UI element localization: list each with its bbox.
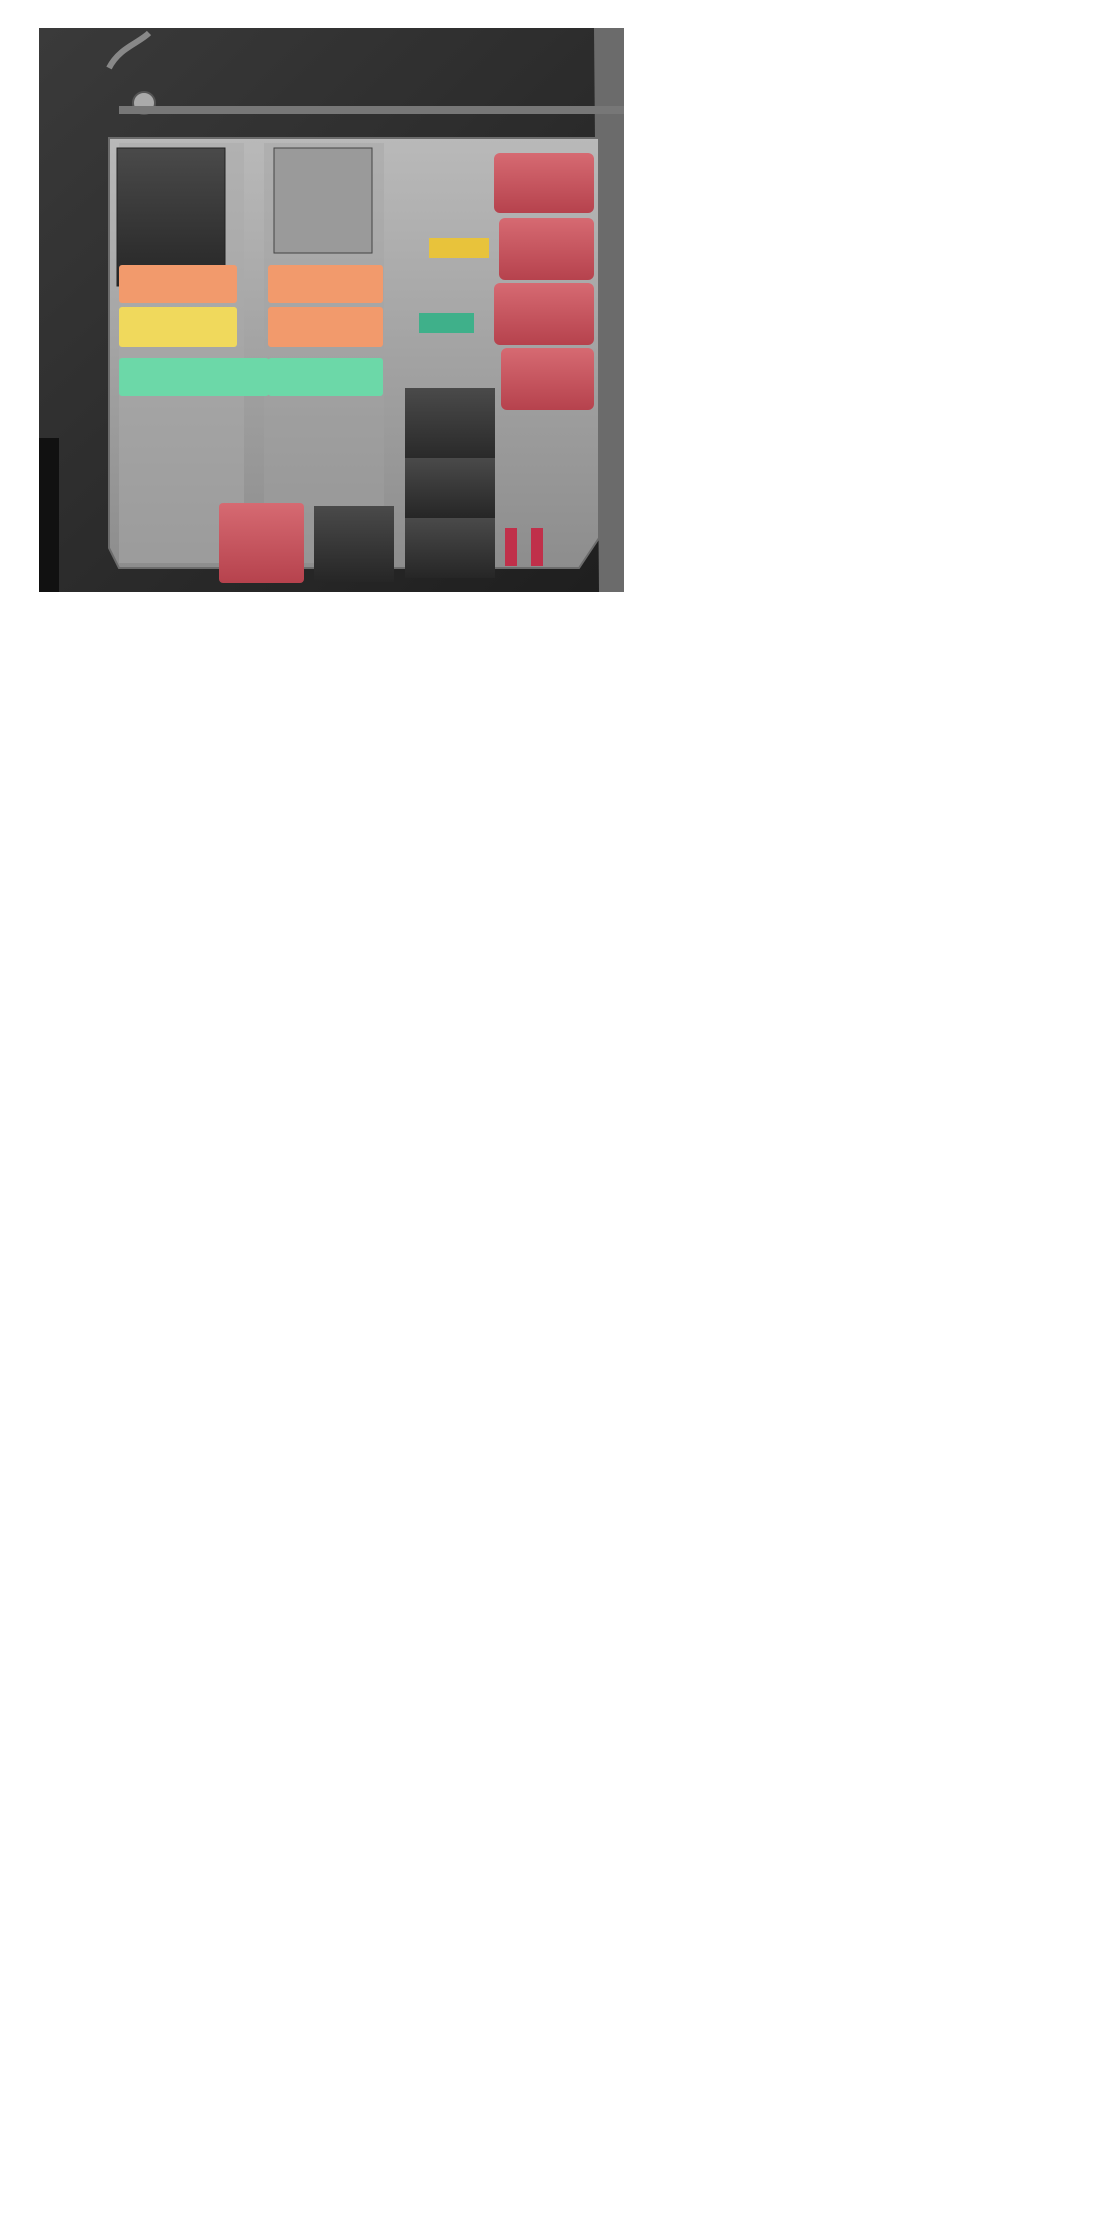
fuse-box-photo xyxy=(39,28,624,592)
observation-block xyxy=(39,1624,1079,1630)
